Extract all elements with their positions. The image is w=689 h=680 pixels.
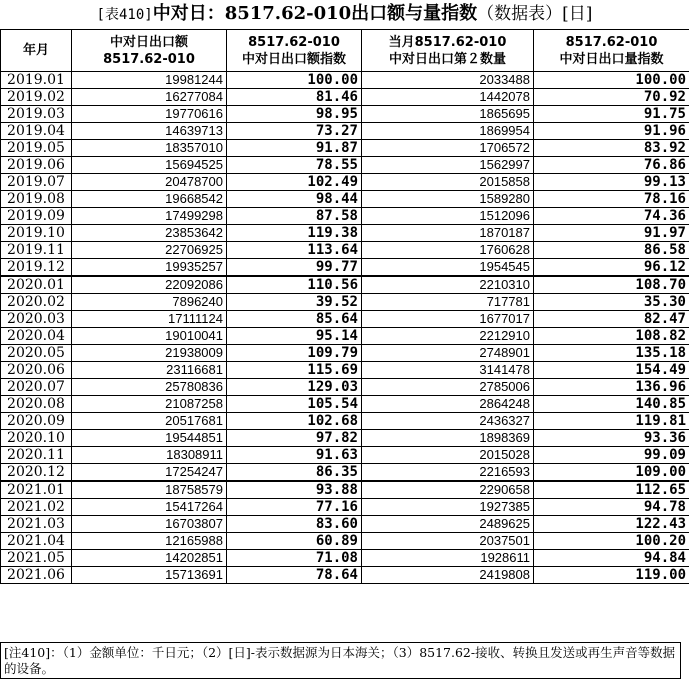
table-row (1, 311, 689, 328)
cell-quantity: 2489625 (362, 516, 534, 533)
cell-quantity: 2785006 (362, 379, 534, 396)
cell-quantity-index: 112.65 (534, 481, 689, 499)
header-line: 年月 (22, 43, 49, 58)
cell-quantity: 2212910 (362, 328, 534, 345)
cell-export-value: 15694525 (72, 157, 227, 174)
cell-quantity-index: 94.84 (534, 550, 689, 567)
cell-month: 2021.01 (1, 481, 72, 499)
cell-value-index: 113.64 (227, 242, 362, 259)
cell-month: 2019.05 (1, 140, 72, 157)
cell-export-value: 23116681 (72, 362, 227, 379)
cell-quantity-index: 91.75 (534, 106, 689, 123)
cell-quantity: 2216593 (362, 464, 534, 482)
cell-quantity-index: 78.16 (534, 191, 689, 208)
cell-quantity-index: 140.85 (534, 396, 689, 413)
cell-quantity: 1760628 (362, 242, 534, 259)
cell-value-index: 100.00 (227, 72, 362, 89)
cell-quantity-index: 122.43 (534, 516, 689, 533)
table-row (1, 72, 689, 89)
cell-quantity: 2015858 (362, 174, 534, 191)
cell-export-value: 19010041 (72, 328, 227, 345)
cell-export-value: 15417264 (72, 499, 227, 516)
table-row (1, 225, 689, 242)
cell-quantity-index: 109.00 (534, 464, 689, 482)
cell-month: 2019.12 (1, 259, 72, 277)
table-row (1, 208, 689, 225)
cell-quantity: 717781 (362, 294, 534, 311)
table-row (1, 140, 689, 157)
cell-export-value: 21087258 (72, 396, 227, 413)
cell-value-index: 77.16 (227, 499, 362, 516)
cell-export-value: 19770616 (72, 106, 227, 123)
footnote: [注410]：（1）金额单位：千日元；（2）[日]-表示数据源为日本海关；（3）8517.62-接收、转换且发送或再生声音等数据的设备。 (0, 642, 681, 679)
cell-value-index: 73.27 (227, 123, 362, 140)
cell-value-index: 60.89 (227, 533, 362, 550)
cell-value-index: 105.54 (227, 396, 362, 413)
cell-quantity-index: 99.09 (534, 447, 689, 464)
cell-quantity-index: 70.92 (534, 89, 689, 106)
cell-quantity: 1870187 (362, 225, 534, 242)
cell-quantity: 1954545 (362, 259, 534, 277)
table-row (1, 481, 689, 499)
cell-value-index: 78.55 (227, 157, 362, 174)
cell-month: 2019.07 (1, 174, 72, 191)
cell-value-index: 71.08 (227, 550, 362, 567)
cell-month: 2019.04 (1, 123, 72, 140)
cell-quantity: 2419808 (362, 567, 534, 584)
cell-export-value: 19935257 (72, 259, 227, 277)
cell-month: 2021.02 (1, 499, 72, 516)
cell-quantity: 1928611 (362, 550, 534, 567)
cell-quantity: 2037501 (362, 533, 534, 550)
table-row (1, 89, 689, 106)
header-quantity (362, 30, 534, 72)
cell-quantity-index: 93.36 (534, 430, 689, 447)
cell-value-index: 98.44 (227, 191, 362, 208)
cell-value-index: 129.03 (227, 379, 362, 396)
table-row (1, 276, 689, 294)
cell-quantity-index: 86.58 (534, 242, 689, 259)
cell-quantity: 1677017 (362, 311, 534, 328)
title-main: 中对日：8517.62-010出口额与量指数 (152, 3, 478, 24)
table-row (1, 362, 689, 379)
cell-value-index: 86.35 (227, 464, 362, 482)
header-line: 8517.62-010 (565, 34, 658, 50)
cell-value-index: 99.77 (227, 259, 362, 277)
cell-quantity: 1512096 (362, 208, 534, 225)
cell-export-value: 14202851 (72, 550, 227, 567)
cell-quantity: 2210310 (362, 276, 534, 294)
cell-value-index: 91.87 (227, 140, 362, 157)
cell-export-value: 23853642 (72, 225, 227, 242)
header-line: 当月8517.62-010 (388, 34, 507, 50)
table-row (1, 430, 689, 447)
header-row (1, 30, 689, 72)
header-quantity-index (534, 30, 689, 72)
title-sub: （数据表）[日] (477, 4, 593, 24)
cell-export-value: 18758579 (72, 481, 227, 499)
cell-quantity-index: 74.36 (534, 208, 689, 225)
cell-month: 2020.11 (1, 447, 72, 464)
cell-export-value: 12165988 (72, 533, 227, 550)
cell-quantity-index: 135.18 (534, 345, 689, 362)
cell-month: 2020.01 (1, 276, 72, 294)
cell-quantity: 2436327 (362, 413, 534, 430)
cell-month: 2020.12 (1, 464, 72, 482)
cell-quantity: 1865695 (362, 106, 534, 123)
table-row (1, 259, 689, 277)
cell-month: 2020.09 (1, 413, 72, 430)
cell-quantity-index: 108.70 (534, 276, 689, 294)
table-row (1, 345, 689, 362)
table-row (1, 499, 689, 516)
cell-month: 2019.02 (1, 89, 72, 106)
header-value-index (227, 30, 362, 72)
table-row (1, 447, 689, 464)
table-row (1, 294, 689, 311)
cell-quantity: 2015028 (362, 447, 534, 464)
cell-value-index: 102.49 (227, 174, 362, 191)
cell-quantity-index: 83.92 (534, 140, 689, 157)
cell-month: 2020.10 (1, 430, 72, 447)
cell-value-index: 93.88 (227, 481, 362, 499)
cell-quantity-index: 136.96 (534, 379, 689, 396)
cell-quantity-index: 94.78 (534, 499, 689, 516)
cell-value-index: 102.68 (227, 413, 362, 430)
table-row (1, 379, 689, 396)
table-row (1, 123, 689, 140)
cell-export-value: 17499298 (72, 208, 227, 225)
cell-export-value: 17254247 (72, 464, 227, 482)
header-line: 8517.62-010 (103, 51, 195, 67)
table-row (1, 328, 689, 345)
cell-month: 2020.07 (1, 379, 72, 396)
cell-export-value: 19981244 (72, 72, 227, 89)
table-row (1, 550, 689, 567)
cell-export-value: 16703807 (72, 516, 227, 533)
cell-month: 2021.03 (1, 516, 72, 533)
table-row (1, 106, 689, 123)
cell-quantity: 1927385 (362, 499, 534, 516)
cell-month: 2019.10 (1, 225, 72, 242)
table-row (1, 533, 689, 550)
table-row (1, 242, 689, 259)
table-title (0, 0, 689, 28)
cell-value-index: 98.95 (227, 106, 362, 123)
cell-quantity: 1589280 (362, 191, 534, 208)
cell-quantity: 2748901 (362, 345, 534, 362)
cell-value-index: 83.60 (227, 516, 362, 533)
cell-value-index: 39.52 (227, 294, 362, 311)
cell-quantity: 1706572 (362, 140, 534, 157)
cell-quantity-index: 35.30 (534, 294, 689, 311)
cell-month: 2021.04 (1, 533, 72, 550)
cell-quantity-index: 119.81 (534, 413, 689, 430)
cell-quantity-index: 96.12 (534, 259, 689, 277)
cell-value-index: 85.64 (227, 311, 362, 328)
cell-quantity: 1562997 (362, 157, 534, 174)
data-table (0, 29, 689, 584)
cell-export-value: 19668542 (72, 191, 227, 208)
header-export-value (72, 30, 227, 72)
table-body (1, 72, 689, 584)
table-row (1, 174, 689, 191)
cell-quantity-index: 76.86 (534, 157, 689, 174)
header-line: 中对日出口第２数量 (388, 51, 506, 67)
cell-month: 2019.01 (1, 72, 72, 89)
cell-quantity-index: 108.82 (534, 328, 689, 345)
cell-export-value: 22706925 (72, 242, 227, 259)
cell-quantity-index: 154.49 (534, 362, 689, 379)
cell-value-index: 97.82 (227, 430, 362, 447)
cell-value-index: 91.63 (227, 447, 362, 464)
cell-month: 2020.03 (1, 311, 72, 328)
cell-value-index: 110.56 (227, 276, 362, 294)
table-row (1, 413, 689, 430)
cell-quantity: 1442078 (362, 89, 534, 106)
cell-month: 2020.06 (1, 362, 72, 379)
cell-value-index: 81.46 (227, 89, 362, 106)
cell-export-value: 25780836 (72, 379, 227, 396)
header-line: 8517.62-010 (248, 34, 340, 50)
cell-month: 2019.03 (1, 106, 72, 123)
cell-value-index: 95.14 (227, 328, 362, 345)
cell-month: 2019.09 (1, 208, 72, 225)
cell-month: 2019.08 (1, 191, 72, 208)
cell-export-value: 16277084 (72, 89, 227, 106)
cell-month: 2019.11 (1, 242, 72, 259)
cell-value-index: 78.64 (227, 567, 362, 584)
cell-value-index: 87.58 (227, 208, 362, 225)
cell-quantity-index: 119.00 (534, 567, 689, 584)
cell-month: 2020.04 (1, 328, 72, 345)
header-month (1, 30, 72, 72)
cell-value-index: 109.79 (227, 345, 362, 362)
cell-quantity-index: 91.96 (534, 123, 689, 140)
table-tag: [表410] (96, 7, 153, 23)
cell-quantity: 2033488 (362, 72, 534, 89)
cell-quantity: 3141478 (362, 362, 534, 379)
cell-export-value: 18308911 (72, 447, 227, 464)
cell-quantity-index: 99.13 (534, 174, 689, 191)
cell-month: 2020.08 (1, 396, 72, 413)
cell-export-value: 15713691 (72, 567, 227, 584)
header-line: 中对日出口额 (109, 34, 188, 50)
cell-month: 2021.06 (1, 567, 72, 584)
cell-quantity-index: 91.97 (534, 225, 689, 242)
cell-quantity-index: 82.47 (534, 311, 689, 328)
cell-quantity: 2290658 (362, 481, 534, 499)
header-line: 中对日出口额指数 (241, 51, 346, 67)
cell-quantity-index: 100.20 (534, 533, 689, 550)
cell-export-value: 19544851 (72, 430, 227, 447)
cell-quantity-index: 100.00 (534, 72, 689, 89)
cell-export-value: 7896240 (72, 294, 227, 311)
cell-export-value: 18357010 (72, 140, 227, 157)
header-line: 中对日出口量指数 (559, 51, 664, 67)
cell-month: 2020.05 (1, 345, 72, 362)
cell-export-value: 20478700 (72, 174, 227, 191)
cell-export-value: 22092086 (72, 276, 227, 294)
cell-month: 2019.06 (1, 157, 72, 174)
cell-quantity: 1869954 (362, 123, 534, 140)
table-row (1, 191, 689, 208)
cell-export-value: 14639713 (72, 123, 227, 140)
cell-quantity: 2864248 (362, 396, 534, 413)
table-row (1, 396, 689, 413)
cell-quantity: 1898369 (362, 430, 534, 447)
cell-month: 2021.05 (1, 550, 72, 567)
cell-export-value: 17111124 (72, 311, 227, 328)
table-row (1, 567, 689, 584)
cell-value-index: 115.69 (227, 362, 362, 379)
cell-month: 2020.02 (1, 294, 72, 311)
cell-export-value: 21938009 (72, 345, 227, 362)
cell-value-index: 119.38 (227, 225, 362, 242)
table-row (1, 464, 689, 482)
table-row (1, 516, 689, 533)
cell-export-value: 20517681 (72, 413, 227, 430)
table-row (1, 157, 689, 174)
